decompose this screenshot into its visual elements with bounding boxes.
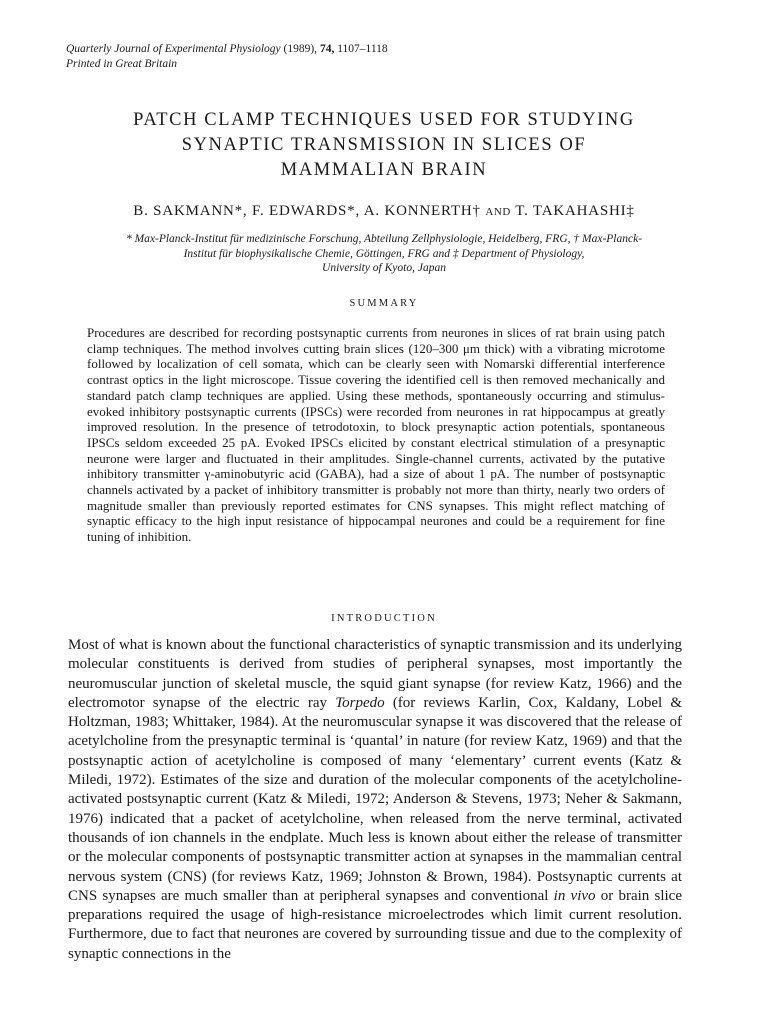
printed-note: Printed in Great Britain [66, 58, 178, 70]
title-line-2: SYNAPTIC TRANSMISSION IN SLICES OF [181, 135, 587, 155]
journal-header [66, 42, 388, 72]
authors-part-2: T. TAKAHASHI‡ [515, 203, 635, 219]
author-list [66, 203, 702, 220]
intro-italic-torpedo: Torpedo [335, 694, 385, 711]
journal-volume: 74, [319, 43, 335, 55]
intro-italic-in-vivo: in vivo [553, 887, 596, 904]
journal-year: (1989), [283, 43, 318, 55]
affiliation-line-1: * Max-Planck-Institut für medizinische Forschung, Abteilung Zellphysiologie, Heidelberg, FRG, † Max-Planck- [125, 233, 643, 245]
authors-and: AND [485, 206, 511, 218]
affiliations [86, 232, 682, 276]
summary-heading: SUMMARY [349, 298, 419, 309]
affiliation-line-3: University of Kyoto, Japan [322, 262, 446, 274]
journal-pages: 1107–1118 [337, 43, 388, 55]
summary-paragraph: Procedures are described for recording postsynaptic currents from neurones in slices of rat brain using patch clamp techniques. The method involves cutting brain slices (120–300 μm thick) with a vibrating microtome followed by localization of cell somata, which can be clearly seen with Nomarski differential interference contrast optics in the light microscope. Tissue covering the identified cell is then removed mechanically and standard patch clamp techniques are applied. Using these methods, spontaneously occurring and stimulus-evoked inhibitory postsynaptic currents (IPSCs) were recorded from neurones in rat hippocampus at greatly improved resolution. In the presence of tetrodotoxin, to block presynaptic action potentials, spontaneous IPSCs seldom exceeded 25 pA. Evoked IPSCs elicited by constant electrical stimulation of a presynaptic neurone were larger and fluctuated in their amplitudes. Single-channel currents, activated by the putative inhibitory transmitter γ-aminobutyric acid (GABA), had a size of about 1 pA. The number of postsynaptic channels activated by a packet of inhibitory transmitter is probably not more than thirty, nearly two orders of magnitude smaller than previously reported estimates for CNS synapses. This might reflect matching of synaptic efficacy to the high input resistance of hippocampal neurones and could be a requirement for fine tuning of inhibition. [87, 325, 665, 545]
authors-part-1: B. SAKMANN*, F. EDWARDS*, A. KONNERTH† [133, 203, 481, 219]
journal-citation [66, 42, 388, 57]
introduction-paragraph [68, 636, 682, 964]
intro-text-1: Most of what is known about the functional characteristics of synaptic transmission and its underlying molecular constituents is derived from studies of peripheral synapses, most importantly the neuromuscular junction of skeletal muscle, the squid giant synapse (for review Katz, 1966) and the electromotor synapse of the electric ray [68, 637, 682, 711]
affiliation-line-2: Institut für biophysikalische Chemie, Göttingen, FRG and ‡ Department of Physiology, [183, 247, 585, 260]
introduction-heading: INTRODUCTION [331, 613, 437, 624]
intro-text-3: or brain slice preparations required the usage of high-resistance microelectrodes which limit current resolution. Furthermore, due to fact that neurones are covered by surrounding tissue and due to the complexity of synaptic connections in the [68, 887, 683, 962]
paper-title [66, 108, 702, 183]
title-line-3: MAMMALIAN BRAIN [280, 160, 488, 180]
journal-name: Quarterly Journal of Experimental Physiology [66, 43, 281, 55]
summary-body [87, 325, 665, 545]
title-line-1: PATCH CLAMP TECHNIQUES USED FOR STUDYING [133, 110, 635, 130]
introduction-body [68, 636, 682, 964]
intro-text-2: (for reviews Karlin, Cox, Kaldany, Lobel & Holtzman, 1983; Whittaker, 1984). At the neuromuscular synapse it was discovered that the release of acetylcholine from the presynaptic terminal is ‘quantal’ in nature (for review Katz, 1969) and that the postsynaptic action of acetylcholine is composed of many ‘elementary’ current events (Katz & Miledi, 1972). Estimates of the size and duration of the molecular components of the acetylcholine-activated postsynaptic current (Katz & Miledi, 1972; Anderson & Stevens, 1973; Neher & Sakmann, 1976) indicated that a packet of acetylcholine, when released from the nerve terminal, activated thousands of ion channels in the endplate. Much less is known about either the release of transmitter or the molecular components of postsynaptic transmitter action at synapses in the mammalian central nervous system (CNS) (for reviews Katz, 1969; Johnston & Brown, 1984). Postsynaptic currents at CNS synapses are much smaller than at peripheral synapses and conventional [68, 694, 682, 904]
